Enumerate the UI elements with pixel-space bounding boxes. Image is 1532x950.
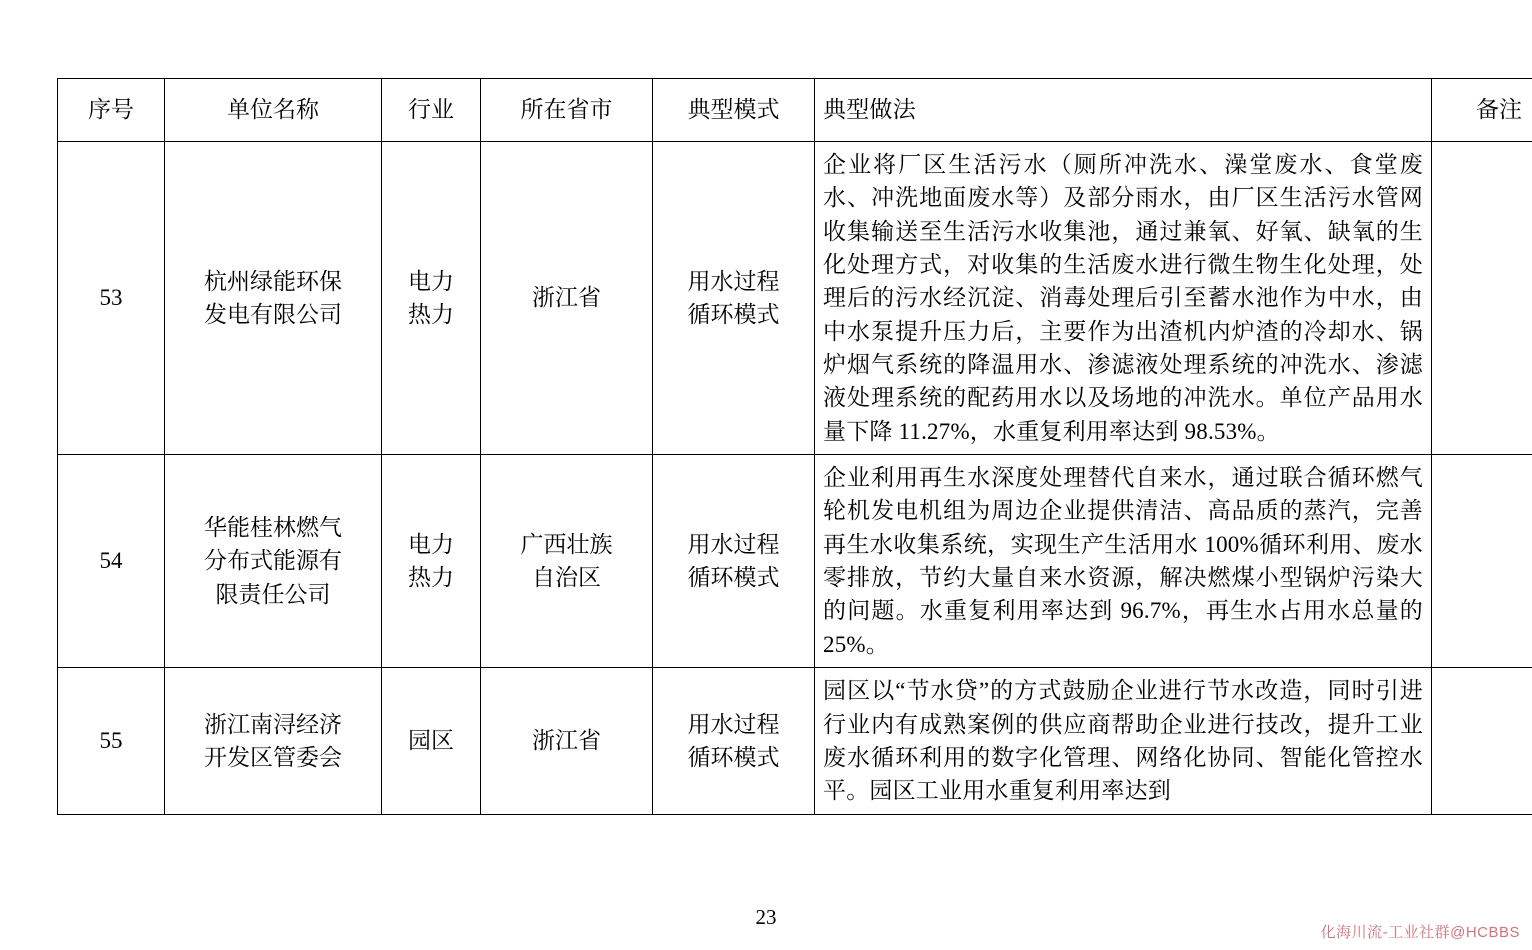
- province-line: 广西壮族: [520, 531, 613, 557]
- model-line: 用水过程: [687, 268, 780, 294]
- unit-name-line: 开发区管委会: [204, 744, 342, 770]
- cell-model: [653, 668, 815, 814]
- unit-name-line: 限责任公司: [215, 581, 331, 607]
- cell-unit-name: [165, 668, 382, 814]
- cell-seq: 55: [58, 668, 165, 814]
- cell-seq: 54: [58, 455, 165, 668]
- industry-line: 热力: [408, 565, 454, 591]
- cell-seq: 53: [58, 142, 165, 455]
- cell-practice: 企业利用再生水深度处理替代自来水，通过联合循环燃气轮机发电机组为周边企业提供清洁、高品质的蒸汽，完善再生水收集系统，实现生产生活用水 100%循环利用、废水零排放，节约大量自来水资源，解决燃煤小型锅炉污染大的问题。水重复利用率达到 96.7%，再生水占用水总量的 25%。: [815, 455, 1432, 668]
- table-row: [58, 142, 1532, 455]
- unit-name-line: 发电有限公司: [204, 302, 342, 328]
- header-note: 备注: [1432, 79, 1532, 142]
- industry-line: 电力: [408, 268, 454, 294]
- table-body: [58, 142, 1532, 815]
- table-header: [58, 79, 1532, 142]
- model-line: 循环模式: [687, 302, 780, 328]
- industry-line: 电力: [408, 531, 454, 557]
- unit-name-line: 分布式能源有: [204, 548, 342, 574]
- cell-industry: [382, 142, 481, 455]
- header-unit-name: 单位名称: [165, 79, 382, 142]
- table-row: [58, 455, 1532, 668]
- cell-note: [1432, 455, 1532, 668]
- header-practice: 典型做法: [815, 79, 1432, 142]
- model-line: 循环模式: [687, 744, 780, 770]
- cell-unit-name: [165, 142, 382, 455]
- cell-practice: 园区以“节水贷”的方式鼓励企业进行节水改造，同时引进行业内有成熟案例的供应商帮助企业进行技改，提升工业废水循环利用的数字化管理、网络化协同、智能化管控水平。园区工业用水重复利用率达到: [815, 668, 1432, 814]
- cell-practice: 企业将厂区生活污水（厕所冲洗水、澡堂废水、食堂废水、冲洗地面废水等）及部分雨水，由厂区生活污水管网收集输送至生活污水收集池，通过兼氧、好氧、缺氧的生化处理方式，对收集的生活废水进行微生物生化处理，处理后的污水经沉淀、消毒处理后引至蓄水池作为中水，由中水泵提升压力后，主要作为出渣机内炉渣的冷却水、锅炉烟气系统的降温用水、渗滤液处理系统的冲洗水、渗滤液处理系统的配药用水以及场地的冲洗水。单位产品用水量下降 11.27%，水重复利用率达到 98.53%。: [815, 142, 1432, 455]
- cell-model: [653, 142, 815, 455]
- cell-unit-name: [165, 455, 382, 668]
- cell-province: [481, 455, 653, 668]
- cell-industry: 园区: [382, 668, 481, 814]
- header-seq: 序号: [58, 79, 165, 142]
- typical-practices-table: [57, 78, 1532, 815]
- header-industry: 行业: [382, 79, 481, 142]
- province-line: 自治区: [532, 565, 601, 591]
- cell-note: [1432, 668, 1532, 814]
- header-model: 典型模式: [653, 79, 815, 142]
- cell-industry: [382, 455, 481, 668]
- cell-note: [1432, 142, 1532, 455]
- header-province: 所在省市: [481, 79, 653, 142]
- industry-line: 热力: [408, 302, 454, 328]
- page-number: 23: [755, 905, 777, 929]
- model-line: 用水过程: [687, 531, 780, 557]
- table-row: [58, 668, 1532, 814]
- table-header-row: [58, 79, 1532, 142]
- unit-name-line: 杭州绿能环保: [204, 268, 342, 294]
- cell-province: 浙江省: [481, 668, 653, 814]
- unit-name-line: 华能桂林燃气: [204, 515, 342, 541]
- unit-name-line: 浙江南浔经济: [204, 711, 342, 737]
- watermark-text: 化海川流-工业社群@HCBBS: [1320, 924, 1520, 941]
- model-line: 循环模式: [687, 565, 780, 591]
- model-line: 用水过程: [687, 711, 780, 737]
- cell-model: [653, 455, 815, 668]
- cell-province: 浙江省: [481, 142, 653, 455]
